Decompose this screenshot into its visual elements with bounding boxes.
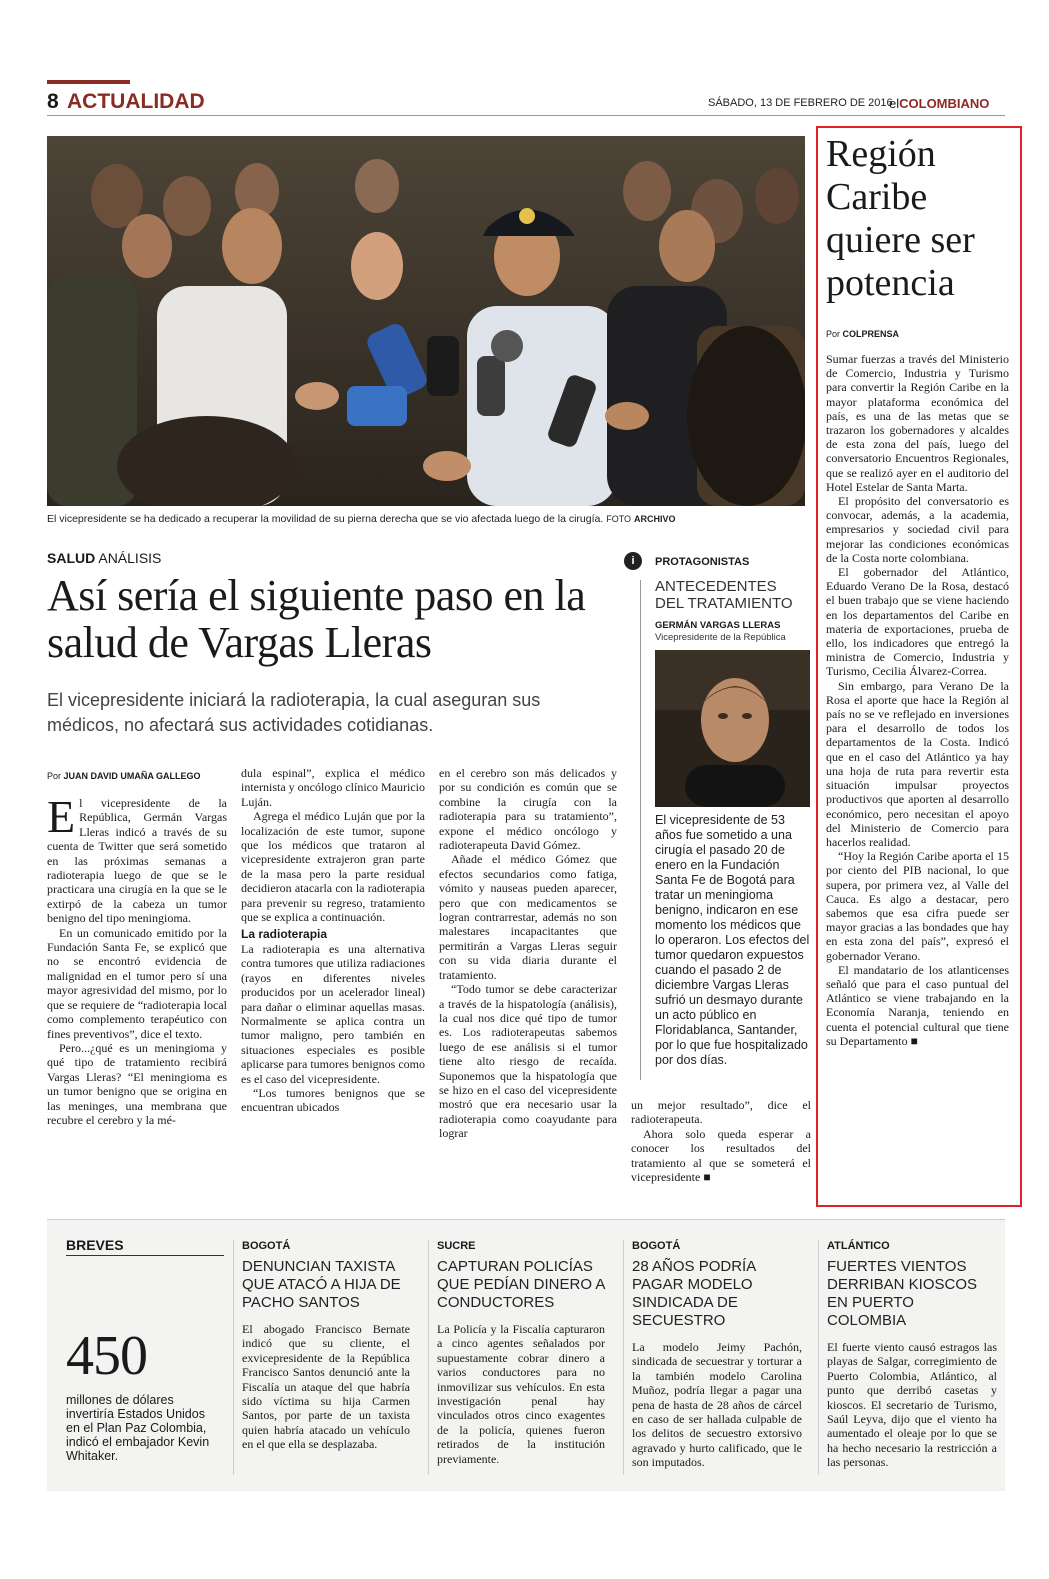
brief-title: 28 AÑOS PODRÍA PAGAR MODELO SINDICADA DE SECUESTRO	[632, 1258, 756, 1329]
paragraph-text: l vicepresidente de la República, Germán Vargas Lleras indicó a través de su cuenta de Twitter que será sometido en las próximas semanas a radioterapia luego de que se le practicara una cirugía en la que se le extirpó de la cabeza un tumor benigno del tipo meningioma.	[47, 796, 227, 926]
breves-label: BREVES	[66, 1237, 224, 1256]
article-paragraph: “Todo tumor se debe caracterizar a través de la hispatología (análisis), la cual nos dice qué tipo de tumor es. Los radioterapeutas sabemos luego de ese análisis si el tumor tiene alto riesgo de recaída. Suponemos que la hispatología que se hizo en el caso del vicepresidente mostró que era necesario usar la radioterapia como coayudante para lograr	[439, 982, 617, 1141]
brief-region: BOGOTÁ	[632, 1240, 681, 1252]
kicker-section: SALUD	[47, 550, 96, 566]
header-top-bar-gap	[130, 80, 1005, 84]
sidebar-paragraph: “Hoy la Región Caribe aporta el 15 por ciento del PIB nacional, lo que supera, por primera vez, al Valle del Cauca. Es algo a destacar, pero sabemos que esa cifra puede ser mayor gracias a las bondades que hay en esta zona del país”, expresó el gobernador Verano.	[826, 849, 1009, 963]
masthead-name: COLOMBIANO	[899, 96, 990, 111]
sidebar-byline	[826, 329, 899, 339]
byline-author: JUAN DAVID UMAÑA GALLEGO	[63, 771, 201, 781]
article-byline	[47, 771, 201, 781]
brief-item	[242, 1240, 410, 1452]
article-headline: Así sería el siguiente paso en la salud de Vargas Lleras	[47, 571, 586, 667]
breves-separator	[233, 1240, 234, 1475]
photo-credit-prefix: FOTO	[606, 514, 632, 524]
page-number: 8	[47, 90, 59, 113]
press-crowd-illustration	[47, 136, 805, 506]
breves-separator	[623, 1240, 624, 1475]
brief-region: SUCRE	[437, 1240, 476, 1252]
paragraph-text: El mandatario de los atlanticenses señaló que para el caso puntual del Atlántico se viene trabajando en la Economía Naranja, teniendo en cuenta el potencial cultural que tiene su Departamento	[826, 962, 1009, 1048]
issue-date: SÁBADO, 13 DE FEBRERO DE 2016	[708, 97, 893, 109]
brief-title: CAPTURAN POLICÍAS QUE PEDÍAN DINERO A CONDUCTORES	[437, 1258, 605, 1311]
article-deck: El vicepresidente iniciará la radioterapia, la cual aseguran sus médicos, no afectará sus actividades cotidianas.	[47, 690, 541, 735]
brief-item	[632, 1240, 802, 1470]
byline-prefix: Por	[826, 329, 841, 339]
article-paragraph: en el cerebro son más delicados y por su condición es común que se combine la cirugía con la radioterapia para su tratamiento”, expone el médico oncólogo y radioterapeuta David Gómez.	[439, 766, 617, 853]
brief-region: BOGOTÁ	[242, 1240, 291, 1252]
protagonist-photo	[655, 650, 810, 807]
brief-body: El abogado Francisco Bernate indicó que su cliente, el exvicepresidente de la República Francisco Santos denunció ante la Fiscalía un ataque del que habría sido víctima su hija Carmen Santos, por parte de un taxista quien habría atacado un vehículo en el que ella se desplazaba.	[242, 1322, 410, 1452]
kicker-type: ANÁLISIS	[98, 550, 162, 566]
article-column-3	[439, 766, 617, 1141]
masthead-prefix: el	[889, 96, 900, 111]
article-column-4	[631, 1098, 811, 1184]
article-paragraph	[631, 1127, 811, 1185]
breves-big-number: 450	[66, 1325, 147, 1387]
sidebar-body	[826, 352, 1009, 1048]
brief-body: La Policía y la Fiscalía capturaron a cinco agentes señalados por supuestamente cobrar dinero a varios conductores para no inmovilizar sus vehículos. En esta investigación penal hay vinculados otros cinco exagentes de la policía, quienes fueron retirados de la institución previamente.	[437, 1322, 605, 1466]
end-mark-icon: ■	[910, 1033, 918, 1048]
info-icon: i	[624, 552, 642, 570]
article-paragraph: Pero...¿qué es un meningioma y qué tipo de tratamiento recibirá Vargas Lleras? “El meningioma es un tumor benigno que se origina en las meninges, una membrana que recubre el cerebro y la mé-	[47, 1040, 227, 1127]
paragraph-text: Ahora solo queda esperar a conocer los resultados del tratamiento al que se someterá el vicepresidente	[631, 1126, 811, 1185]
breves-big-number-text: millones de dólares invertiría Estados Unidos en el Plan Paz Colombia, indicó el embajador Kevin Whitaker.	[66, 1393, 210, 1463]
brief-item	[437, 1240, 605, 1466]
masthead-logo	[889, 96, 989, 111]
sidebar-paragraph: El gobernador del Atlántico, Eduardo Verano De la Rosa, destacó el buen trabajo que se viene haciendo en los departamentos del Caribe en materia de exportaciones, prueba de ello, los indicadores que entregó la ministra de Comercio, Industria y Turismo, Cecilia Álvarez-Correa.	[826, 565, 1009, 679]
protagonist-role: Vicepresidente de la República	[655, 632, 786, 643]
photo-credit: ARCHIVO	[633, 514, 676, 524]
sidebar-paragraph: Sumar fuerzas a través del Ministerio de Comercio, Industria y Turismo para convertir la Región Caribe en la mayor plataforma económica del país, es una de las metas que se trazaron los gobernadores y alcaldes de esta zona del país, luego del conversatorio Encuentros Regionales, que se realizó ayer en el auditorio del Hotel Estelar de Santa Marta.	[826, 352, 1009, 494]
article-paragraph: un mejor resultado”, dice el radioterapeuta.	[631, 1098, 811, 1127]
main-photo	[47, 136, 805, 506]
article-paragraph: “Los tumores benignos que se encuentran ubicados	[241, 1085, 425, 1115]
brief-item	[827, 1240, 997, 1470]
photo-caption	[47, 513, 807, 525]
byline-prefix: Por	[47, 771, 62, 781]
article-column-2	[241, 766, 425, 1115]
protagonists-rule	[640, 580, 641, 1080]
dropcap: E	[47, 791, 76, 842]
brief-body: La modelo Jeimy Pachón, sindicada de secuestrar y torturar a la también modelo Carolina Muñoz, podría llegar a pagar una pena de hasta de 28 años de cárcel en caso de ser hallada culpable de los delitos de secuestro extorsivo agravado y hurto calificado, que le son imputados.	[632, 1340, 802, 1470]
article-paragraph: La radioterapia es una alternativa contra tumores que utiliza radiaciones (rayos en diferentes niveles producidos por un acelerador lineal) para dañar o eliminar aquellas masas. Normalmente se aplica contra un tumor maligno, pero también en situaciones especiales es posible aplicarse para tumores benignos como es el caso del vicepresidente.	[241, 941, 425, 1086]
section-title: ACTUALIDAD	[67, 90, 205, 113]
article-paragraph: En un comunicado emitido por la Fundación Santa Fe, se explicó que no se encontró evidencia de malignidad en el tumor pero sí una mayor agresividad del mismo, por lo que se requiere de “radioterapia local como complemento terapéutico con fines preventivos”, dice el texto.	[47, 925, 227, 1041]
article-column-1	[47, 791, 227, 1127]
brief-body: El fuerte viento causó estragos las playas de Salgar, corregimiento de Puerto Colombia, Atlántico, al punto que derribó casetas y kioscos. El secretario de Turismo, Saúl Leyva, dijo que el viento ha aumentado el oleaje por lo que se ha hecho necesario la restricción a las personas.	[827, 1340, 997, 1470]
article-subhead: La radioterapia	[241, 927, 328, 942]
sidebar-paragraph	[826, 963, 1009, 1048]
article-paragraph: Agrega el médico Luján que por la localización de este tumor, supone que los médicos que trataron al vicepresidente extrajeron gran parte de la masa pero la parte residual decidieron atacarla con la radioterapia para prevenir su regreso, tratamiento que se explica a continuación.	[241, 809, 425, 925]
brief-title: DENUNCIAN TAXISTA QUE ATACÓ A HIJA DE PACHO SANTOS	[242, 1258, 401, 1311]
protagonist-name: GERMÁN VARGAS LLERAS	[655, 620, 781, 631]
protagonists-label: PROTAGONISTAS	[655, 556, 750, 568]
article-paragraph: dula espinal”, explica el médico internista y oncólogo clínico Mauricio Luján.	[241, 766, 425, 809]
sidebar-headline: Región Caribe quiere ser potencia	[826, 133, 975, 304]
breves-separator	[428, 1240, 429, 1475]
article-paragraph	[47, 791, 227, 926]
photo-caption-text: El vicepresidente se ha dedicado a recuperar la movilidad de su pierna derecha que se vio afectada luego de la cirugía.	[47, 513, 604, 525]
byline-author: COLPRENSA	[842, 329, 900, 339]
brief-region: ATLÁNTICO	[827, 1240, 890, 1252]
protagonists-title: ANTECEDENTES DEL TRATAMIENTO	[655, 578, 793, 612]
portrait-illustration	[655, 650, 810, 807]
article-kicker	[47, 550, 161, 566]
breves-separator	[818, 1240, 819, 1475]
brief-title: FUERTES VIENTOS DERRIBAN KIOSCOS EN PUERTO COLOMBIA	[827, 1258, 978, 1329]
sidebar-paragraph: El propósito del conversatorio es convocar, además, a la academia, empresarios y sociedad civil para mejorar las condiciones económicas de la Costa norte colombiana.	[826, 494, 1009, 565]
header-rule	[47, 115, 1005, 116]
end-mark-icon: ■	[703, 1170, 711, 1185]
sidebar-paragraph: Sin embargo, para Verano De la Rosa el aporte que hace la Región al país no se ve reflejado en inversiones para el desarrollo de todos los departamentos de la Costa. Indicó que en el caso del Atlántico ya hay una hoja de ruta para revertir esta situación impulsar proyectos productivos que aporten al desarrollo económico, pero necesitan el apoyo del Ministerio de Comercio para hacerlos realidad.	[826, 678, 1009, 849]
protagonist-text: El vicepresidente de 53 años fue sometido a una cirugía el pasado 20 de enero en la Fundación Santa Fe de Bogotá para tratar un meningioma benigno, indicaron en ese momento los médicos que lo operaron. Los efectos del tumor quedaron expuestos cuando el pasado 2 de diciembre Vargas Lleras sufrió un desmayo durante un acto público en Floridablanca, Santander, por lo que fue hospitalizado por dos días.	[655, 813, 810, 1067]
article-paragraph: Añade el médico Gómez que efectos secundarios como fatiga, vómito y nauseas pueden aparecer, pero que con medicamentos se logran contrarrestar, además no son malestares incapacitantes que permitirán a Vargas Lleras seguir con su vida diaria durante el tratamiento.	[439, 852, 617, 982]
